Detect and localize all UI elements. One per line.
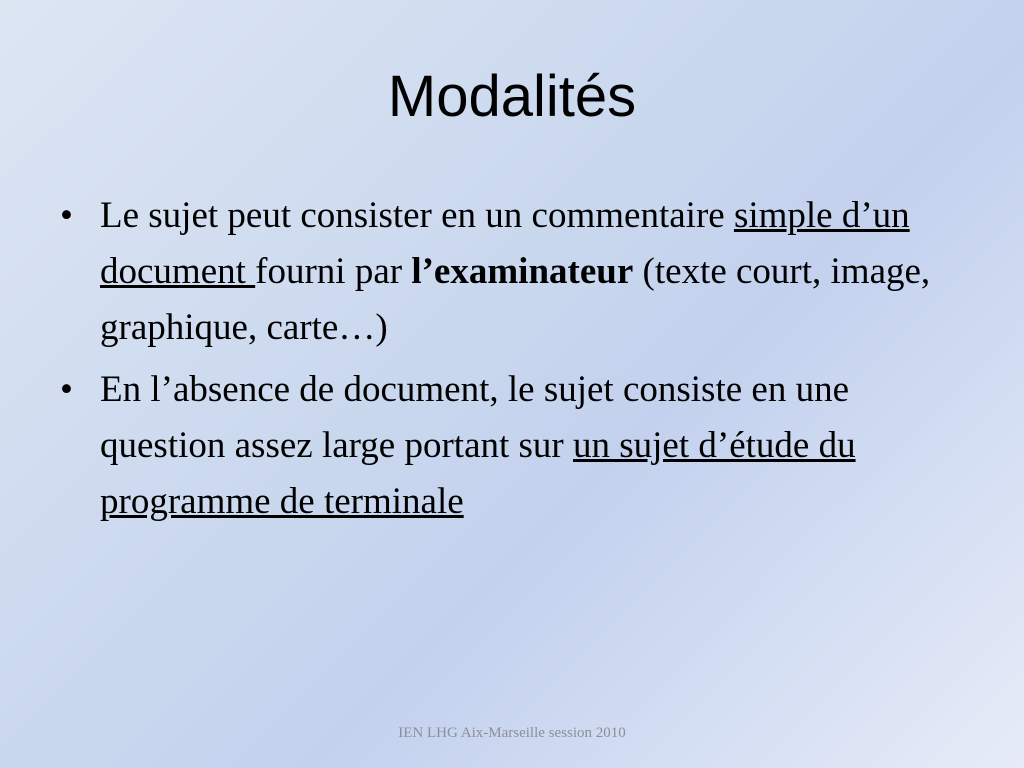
bullet-text: En l’absence de document, le sujet consiste en une question assez large portant sur [100,369,849,466]
slide-footer: IEN LHG Aix-Marseille session 2010 [398,725,626,741]
bullet-icon: • [60,369,73,410]
bullet-list [60,188,960,536]
bullet-text-underlined: un sujet d’étude du programme de terminale [100,425,856,522]
slide-title: Modalités [387,64,637,129]
bullet-text: fourni par [255,251,412,292]
bullet-text-underlined: simple d’un document [100,195,910,292]
bullet-text: (texte court, image, graphique, carte…) [100,251,931,348]
bullet-item [60,362,960,530]
bullet-text-bold: l’examinateur [411,251,634,292]
bullet-item [60,188,960,356]
bullet-text: Le sujet peut consister en un commentaire [100,195,734,236]
bullet-icon: • [60,195,73,236]
